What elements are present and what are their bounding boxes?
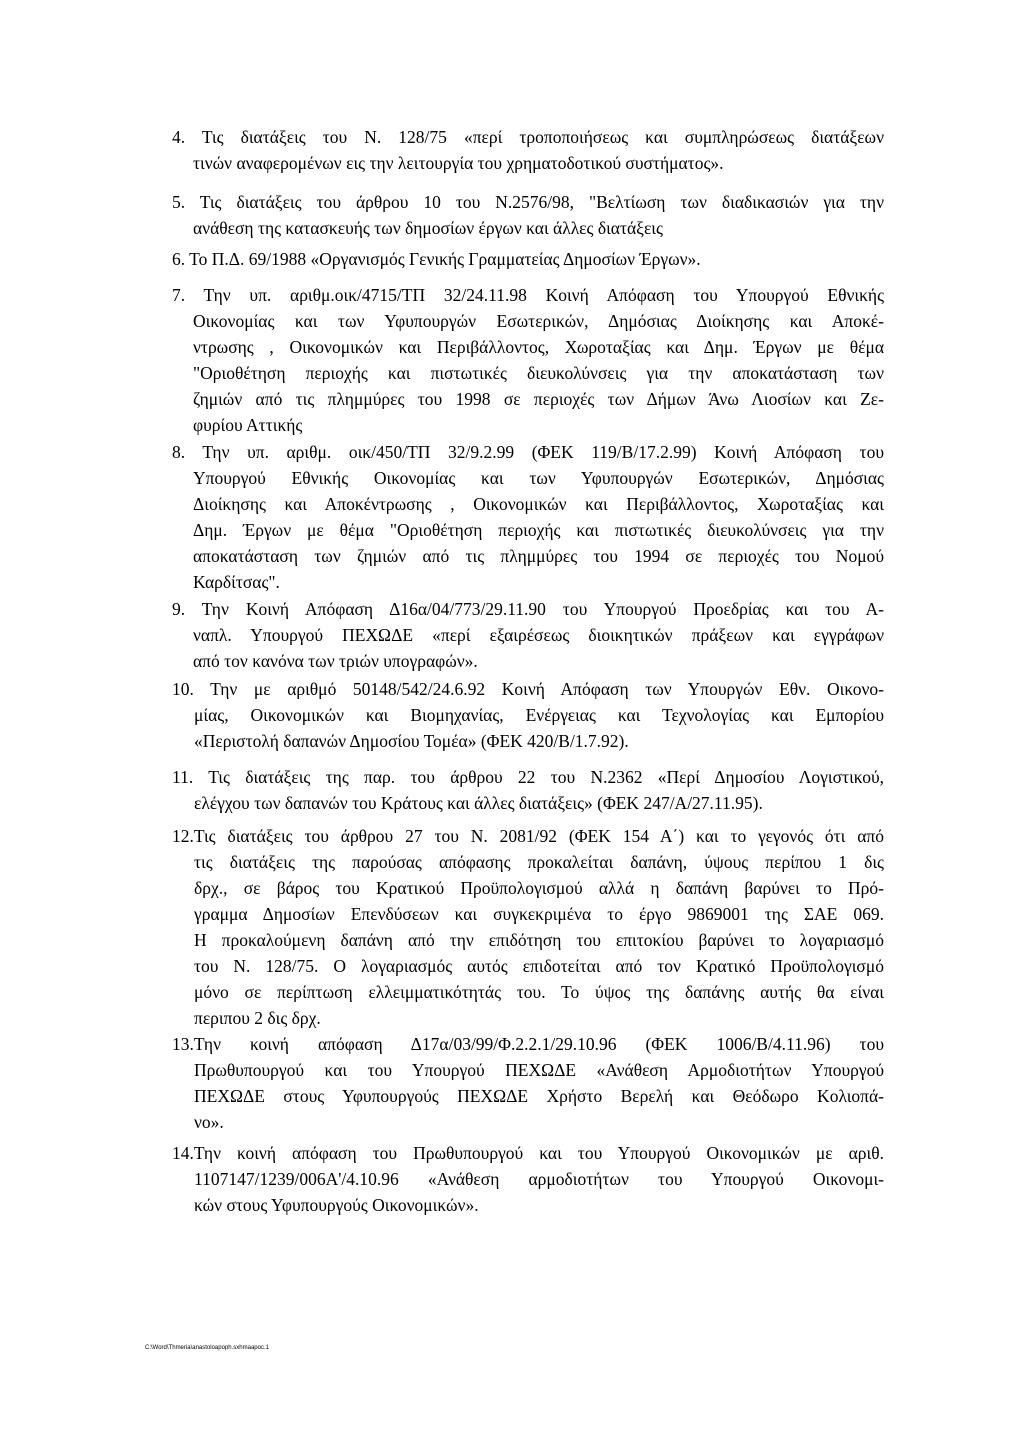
text-line: 14.Την κοινή απόφαση του Πρωθυπουργού και του Υπουργού Οικονομικών με αριθ. xyxy=(172,1143,884,1163)
list-item-13 xyxy=(172,1031,884,1135)
text-line: 5. Τις διατάξεις του άρθρου 10 του Ν.2576/98, "Βελτίωση των διαδικασιών για την xyxy=(172,192,884,212)
text-line: 8. Την υπ. αριθμ. οικ/450/ΤΠ 32/9.2.99 (ΦΕΚ 119/Β/17.2.99) Κοινή Απόφαση του xyxy=(172,442,884,462)
list-item-8 xyxy=(172,439,884,595)
list-item-7 xyxy=(172,282,884,438)
text-line: τις διατάξεις της παρούσας απόφασης προκαλείται δαπάνη, ύψους περίπου 1 δις xyxy=(194,852,884,872)
text-line: Πρωθυπουργού και του Υπουργού ΠΕΧΩΔΕ «Ανάθεση Αρμοδιοτήτων Υπουργού xyxy=(194,1060,884,1080)
text-line: ζημιών από τις πλημμύρες του 1998 σε περιοχές των Δήμων Άνω Λιοσίων και Ζε- xyxy=(193,389,884,409)
text-line: τινών αναφερομένων εις την λειτουργία του χρηματοδοτικού συστήματος». xyxy=(193,153,724,173)
list-item-10 xyxy=(172,676,884,754)
text-line: 6. Το Π.Δ. 69/1988 «Οργανισμός Γενικής Γραμματείας Δημοσίων Έργων». xyxy=(172,249,701,269)
text-line: φυρίου Αττικής xyxy=(193,415,303,435)
text-line: 1107147/1239/006Α'/4.10.96 «Ανάθεση αρμοδιοτήτων του Υπουργού Οικονομι- xyxy=(194,1169,884,1189)
text-line: του Ν. 128/75. Ο λογαριασμός αυτός επιδοτείται από τον Κρατικό Προϋπολογισμό xyxy=(194,956,884,976)
text-line: γραμμα Δημοσίων Επενδύσεων και συγκεκριμένα το έργο 9869001 της ΣΑΕ 069. xyxy=(194,904,884,924)
list-item-4 xyxy=(172,124,884,176)
text-line: Υπουργού Εθνικής Οικονομίας και των Υφυπουργών Εσωτερικών, Δημόσιας xyxy=(193,468,884,488)
list-item-9 xyxy=(172,596,884,674)
text-line: 12.Τις διατάξεις του άρθρου 27 του Ν. 2081/92 (ΦΕΚ 154 Α΄) και το γεγονός ότι από xyxy=(172,826,884,846)
text-line: 7. Την υπ. αριθμ.οικ/4715/ΤΠ 32/24.11.98 Κοινή Απόφαση του Υπουργού Εθνικής xyxy=(172,285,884,305)
text-line: Η προκαλούμενη δαπάνη από την επιδότηση του επιτοκίου βαρύνει το λογαριασμό xyxy=(194,930,884,950)
text-line: από τον κανόνα των τριών υπογραφών». xyxy=(193,651,478,671)
text-line: νο». xyxy=(194,1112,224,1132)
list-item-5 xyxy=(172,189,884,241)
text-line: ΠΕΧΩΔΕ στους Υφυπουργούς ΠΕΧΩΔΕ Χρήστο Βερελή και Θεόδωρο Κολιοπά- xyxy=(194,1086,884,1106)
text-line: 11. Τις διατάξεις της παρ. του άρθρου 22 του Ν.2362 «Περί Δημοσίου Λογιστικού, xyxy=(172,767,884,787)
list-item-14 xyxy=(172,1140,884,1218)
text-line: ελέγχου των δαπανών του Κράτους και άλλες διατάξεις» (ΦΕΚ 247/Α/27.11.95). xyxy=(194,793,763,813)
list-item-6 xyxy=(172,246,884,272)
text-line: μόνο σε περίπτωση ελλειμματικότητάς του. Το ύψος της δαπάνης αυτής θα είναι xyxy=(194,982,884,1002)
text-line: ντρωσης , Οικονομικών και Περιβάλλοντος, Χωροταξίας και Δημ. Έργων με θέμα xyxy=(193,337,884,357)
text-line: Οικονομίας και των Υφυπουργών Εσωτερικών, Δημόσιας Διοίκησης και Αποκέ- xyxy=(193,311,884,331)
text-line: αποκατάσταση των ζημιών από τις πλημμύρες του 1994 σε περιοχές του Νομού xyxy=(193,546,884,566)
text-line: δρχ., σε βάρος του Κρατικού Προϋπολογισμού αλλά η δαπάνη βαρύνει το Πρό- xyxy=(194,878,884,898)
text-line: Διοίκησης και Αποκέντρωσης , Οικονομικών και Περιβάλλοντος, Χωροταξίας και xyxy=(193,494,884,514)
text-line: Καρδίτσας". xyxy=(193,572,280,592)
text-line: "Οριοθέτηση περιοχής και πιστωτικές διευκολύνσεις για την αποκατάσταση των xyxy=(193,363,884,383)
footer-file-path: C:\Word\Thmeria\anastoloapoph.sxhmaapoc.1 xyxy=(145,1345,269,1351)
text-line: Δημ. Έργων με θέμα "Οριοθέτηση περιοχής και πιστωτικές διευκολύνσεις για την xyxy=(193,520,884,540)
list-item-11 xyxy=(172,764,884,816)
text-line: περιπου 2 δις δρχ. xyxy=(194,1008,321,1028)
text-line: «Περιστολή δαπανών Δημοσίου Τομέα» (ΦΕΚ 420/Β/1.7.92). xyxy=(194,731,629,751)
text-line: 13.Την κοινή απόφαση Δ17α/03/99/Φ.2.2.1/29.10.96 (ΦΕΚ 1006/Β/4.11.96) του xyxy=(172,1034,884,1054)
text-line: 10. Την με αριθμό 50148/542/24.6.92 Κοινή Απόφαση των Υπουργών Εθν. Οικονο- xyxy=(172,679,884,699)
text-line: 9. Την Κοινή Απόφαση Δ16α/04/773/29.11.90 του Υπουργού Προεδρίας και του Α- xyxy=(172,599,884,619)
text-line: ανάθεση της κατασκευής των δημοσίων έργων και άλλες διατάξεις xyxy=(193,218,663,238)
text-line: μίας, Οικονομικών και Βιομηχανίας, Ενέργειας και Τεχνολογίας και Εμπορίου xyxy=(194,705,884,725)
text-line: κών στους Υφυπουργούς Οικονομικών». xyxy=(194,1195,479,1215)
text-line: 4. Τις διατάξεις του Ν. 128/75 «περί τροποποιήσεως και συμπληρώσεως διατάξεων xyxy=(172,127,884,147)
text-line: ναπλ. Υπουργού ΠΕΧΩΔΕ «περί εξαιρέσεως διοικητικών πράξεων και εγγράφων xyxy=(193,625,884,645)
list-item-12 xyxy=(172,823,884,1031)
